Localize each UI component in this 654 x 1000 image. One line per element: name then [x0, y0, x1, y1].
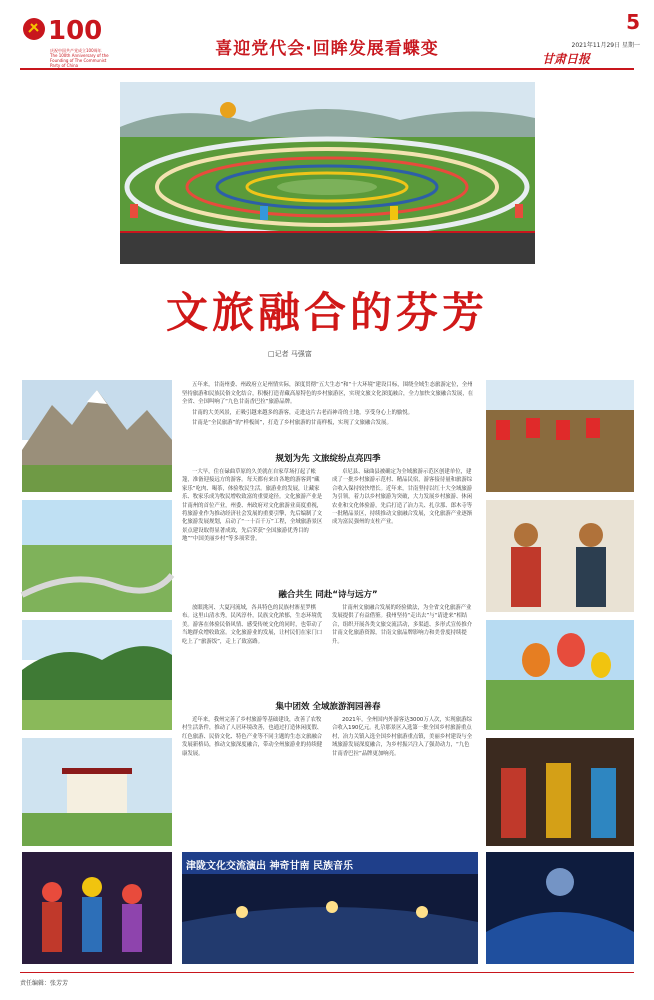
section-3-title: 集中团效 全域旅游润园善春	[275, 702, 381, 712]
footer-rule	[20, 972, 634, 973]
hero-photo-grassland-festival	[120, 82, 535, 264]
section-2-col-left	[182, 604, 324, 646]
photo-balloon-festival	[486, 620, 634, 730]
main-headline: 文旅融合的芬芳	[165, 288, 488, 337]
section-1-text-left: 一大早，住在碌曲草原的久美就在自家草场打起了帐篷，准备迎接远方的游客。每天都有来自各地的游客到“藏家乐”吃肉、喝茶，体验牧民生活。旅游业的发展，让藏家乐、牧家乐成为牧民增收致富的重要途径。文化旅游产业是甘南州的首位产业，州委、州政府对文化旅游业高度重视，将旅游业作为推动经济社会发展的重要引擎，先后编制了文化旅游发展规划，启动了“一十百千万”工程，全域旅游景区景点建设取得显著成效，先后荣获“全国旅游优秀目的地”“中国美丽乡村”等多项荣誉。	[182, 469, 323, 543]
issue-date: 2021年11月29日 星期一	[571, 42, 640, 49]
photo-tibetan-building	[22, 738, 172, 846]
photo-folk-dance	[22, 852, 172, 964]
section-2-col-right	[332, 604, 474, 646]
lead-paragraphs	[182, 381, 474, 430]
photo-concert-banner	[182, 852, 478, 964]
section-2-text-left: 放眼洮河、大夏河流域，各具特色的民族村寨星罗棋布。这里山清水秀，民风淳朴，民族文化浓郁，生态环境优美。游客在体验民俗风情、感受传统文化的同时，也带动了当地群众增收致富。文化旅游业的发展，让村民们在家门口吃上了“旅游饭”，走上了致富路。	[182, 605, 323, 645]
lead-paragraph-1: 五年来，甘南州委、州政府立足州情实际，深度贯彻“五大生态”和“十大环境”建设目标，围绕全域生态旅游定位，全州坚持旅游和民族民俗文化结合，积极打造青藏高原特色的乡村旅游区，实现文旅文化深度融合，全力加快文旅融合发展，在全省、全国叫响了“九色甘南香巴拉”旅游品牌。	[182, 382, 474, 406]
byline: □记者 马强富	[268, 350, 312, 358]
section-3-text-right: 2021年，全州国内外游客达3000万人次，实现旅游综合收入190亿元。扎尕那景区入选第一批全国乡村旅游重点村，冶力关镇入选全国乡村旅游重点镇，美丽乡村建设与全域旅游发展深度融合，为乡村振兴注入了强劲动力，“九色甘南香巴拉”品牌更加响亮。	[332, 717, 473, 757]
section-1-title: 规划为先 文旅绽纷点亮四季	[275, 454, 381, 464]
photo-forest-meadow	[22, 620, 172, 730]
photo-snow-mountain	[22, 380, 172, 492]
header-rule	[20, 68, 634, 70]
logo-number: 100	[48, 16, 103, 46]
logo-caption: 庆祝中国共产党成立100周年 The 100th Anniversary of the Founding of The Communist Party of China	[50, 48, 109, 68]
section-3-col-left	[182, 716, 324, 758]
newspaper-name: 甘肃日报	[541, 52, 590, 66]
banner-caption: 津陇文化交流演出 神奇甘南 民族音乐	[186, 861, 353, 872]
lead-paragraph-3: 甘南是“全民旅游”的“样板间”，打造了乡村旅游的甘南样板，实现了文旅融合发展。	[192, 420, 392, 427]
photo-stage-show	[486, 852, 634, 964]
page-header-title: 喜迎党代会·回眸发展看蝶变	[215, 39, 439, 59]
section-2-text-right: 甘南州文旅融合发展的经验做法，为全省文化旅游产业发展提供了有益借鉴。我州坚持“走出去”与“请进来”相结合，组织开展各类文旅交流活动，多渠道、多形式宣传推介甘南文化旅游资源，甘南文旅品牌影响力和美誉度持续提升。	[332, 605, 473, 645]
section-2-title: 融合共生 同赴“诗与远方”	[278, 590, 378, 600]
section-3-col-right	[332, 716, 474, 758]
photo-tibetan-costume	[486, 500, 634, 612]
page-number: 5	[626, 10, 640, 34]
photo-festival-flags	[486, 380, 634, 492]
section-1-col-left	[182, 468, 324, 544]
section-1-col-right	[332, 468, 474, 527]
photo-river-bend	[22, 500, 172, 612]
photo-folk-performance	[486, 738, 634, 846]
responsible-editor: 责任编辑：张芳芳	[20, 980, 69, 987]
section-3-text-left: 近年来，我州完善了乡村旅游等基础建设，改善了农牧村生活条件，推动了人居环境改善，也通过打造休闲度假、红色旅游、民俗文化、特色产业等不同主题的生态文旅融合发展新格局，推动文旅深度融合，带动全州旅游业的持续健康发展。	[182, 717, 323, 757]
lead-paragraph-2: 甘南的大美风景，正吸引越来越多的游客，走进这片古老而神奇的土地，享受身心上的愉悦。	[192, 409, 414, 416]
section-1-text-right: 卓尼县、碌曲县被确定为全域旅游示范区创建单位，建成了一批乡村旅游示范村、精品民宿，游客接待量和旅游综合收入保持较快增长。近年来，甘南坚持以红十大全域旅游为引领，着力以乡村旅游为突破，大力发展乡村旅游、休闲农业和文化体验游，先后打造了冶力关、扎尕那、郎木寺等一批精品景区，持续推动文旅融合发展，文化旅游产业逐渐成为富民强州的支柱产业。	[332, 469, 473, 526]
